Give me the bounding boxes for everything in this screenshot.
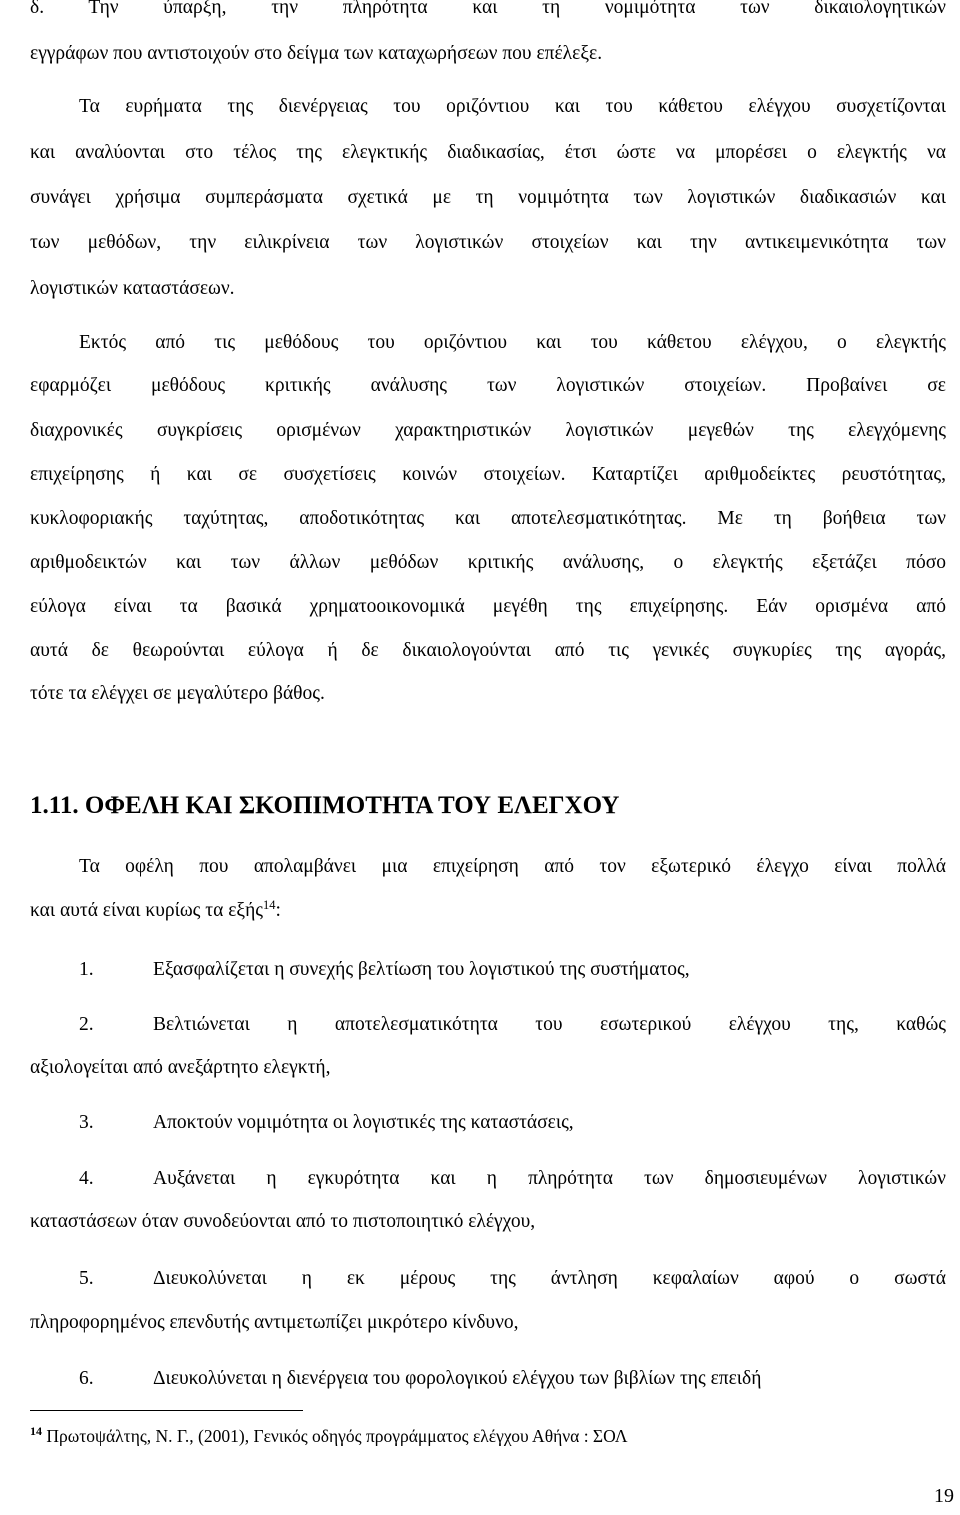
text-line: και αναλύονται στο τέλος της ελεγκτικής διαδικασίας, έτσι ώστε να μπορέσει ο ελεγκτής να: [30, 142, 946, 163]
text-line: τότε τα ελέγχει σε μεγαλύτερο βάθος.: [30, 683, 325, 704]
text-line: αριθμοδεικτών και των άλλων μεθόδων κριτικής ανάλυσης, ο ελεγκτής εξετάζει πόσο: [30, 552, 946, 573]
list-item: [79, 1167, 946, 1191]
text-line: των μεθόδων, την ειλικρίνεια των λογιστικών στοιχείων και την αντικειμενικότητα των: [30, 232, 946, 253]
list-item: [79, 958, 946, 982]
text-line: εύλογα είναι τα βασικά χρηματοοικονομικά μεγέθη της επιχείρησης. Εάν ορισμένα από: [30, 596, 946, 617]
list-item-number: 5.: [79, 1268, 94, 1289]
list-item: [79, 1267, 946, 1291]
text-line: Τα οφέλη που απολαμβάνει μια επιχείρηση από τον εξωτερικό έλεγχο είναι πολλά: [79, 856, 946, 877]
text-line: επιχείρησης ή και σε συσχετίσεις κοινών στοιχείων. Καταρτίζει αριθμοδείκτες ρευστότητας,: [30, 464, 946, 485]
list-item-number: 2.: [79, 1014, 94, 1035]
footnote-divider: [30, 1410, 303, 1411]
list-item-number: 6.: [79, 1368, 94, 1389]
list-item-continuation: πληροφορημένος επενδυτής αντιμετωπίζει μικρότερο κίνδυνο,: [30, 1312, 519, 1333]
list-item-continuation: αξιολογείται από ανεξάρτητο ελεγκτή,: [30, 1057, 331, 1078]
list-item-continuation: καταστάσεων όταν συνοδεύονται από το πιστοποιητικό ελέγχου,: [30, 1211, 536, 1232]
list-item-number: 4.: [79, 1168, 94, 1189]
text-line: Τα ευρήματα της διενέργειας του οριζόντιου και του κάθετου ελέγχου συσχετίζονται: [79, 96, 946, 117]
text-line: αυτά δε θεωρούνται εύλογα ή δε δικαιολογούνται από τις γενικές συγκυρίες της αγοράς,: [30, 640, 946, 661]
list-item: [79, 1367, 946, 1391]
list-item-text: Αποκτούν νομιμότητα οι λογιστικές της καταστάσεις,: [153, 1112, 574, 1133]
list-item-text: Διευκολύνεται η εκ μέρους της άντληση κεφαλαίων αφού ο σωστά: [153, 1268, 946, 1289]
text-line: Εκτός από τις μεθόδους του οριζόντιου και του κάθετου ελέγχου, ο ελεγκτής: [79, 332, 946, 353]
footnote: [30, 1424, 946, 1448]
list-item-text: Βελτιώνεται η αποτελεσματικότητα του εσωτερικού ελέγχου της, καθώς: [153, 1014, 946, 1035]
text-line: δ. Την ύπαρξη, την πληρότητα και τη νομιμότητα των δικαιολογητικών: [30, 0, 946, 18]
list-item-number: 1.: [79, 959, 94, 980]
text-line: εγγράφων που αντιστοιχούν στο δείγμα των καταχωρήσεων που επέλεξε.: [30, 43, 603, 64]
text-line: [30, 899, 946, 923]
text-line: συνάγει χρήσιμα συμπεράσματα σχετικά με τη νομιμότητα των λογιστικών διαδικασιών και: [30, 187, 946, 208]
intro-colon: :: [275, 900, 281, 921]
footnote-ref: 14: [263, 898, 276, 912]
footnote-number: 14: [30, 1424, 42, 1438]
section-heading: 1.11. ΟΦΕΛΗ ΚΑΙ ΣΚΟΠΙΜΟΤΗΤΑ ΤΟΥ ΕΛΕΓΧΟΥ: [30, 792, 620, 819]
footnote-text: Πρωτοψάλτης, Ν. Γ., (2001), Γενικός οδηγός προγράμματος ελέγχου Αθήνα : ΣΟΛ: [42, 1426, 628, 1446]
page-number: 19: [934, 1485, 954, 1507]
list-item: [79, 1111, 946, 1135]
list-item-text: Διευκολύνεται η διενέργεια του φορολογικού ελέγχου των βιβλίων της επειδή: [153, 1368, 762, 1389]
text-line: εφαρμόζει μεθόδους κριτικής ανάλυσης των λογιστικών στοιχείων. Προβαίνει σε: [30, 375, 946, 396]
intro-text: και αυτά είναι κυρίως τα εξής: [30, 900, 264, 921]
text-line: διαχρονικές συγκρίσεις ορισμένων χαρακτηριστικών λογιστικών μεγεθών της ελεγχόμενης: [30, 420, 946, 441]
list-item-number: 3.: [79, 1112, 94, 1133]
list-item-text: Εξασφαλίζεται η συνεχής βελτίωση του λογιστικού της συστήματος,: [153, 959, 690, 980]
text-line: λογιστικών καταστάσεων.: [30, 278, 235, 299]
text-line: κυκλοφοριακής ταχύτητας, αποδοτικότητας και αποτελεσματικότητας. Με τη βοήθεια των: [30, 508, 946, 529]
list-item-text: Αυξάνεται η εγκυρότητα και η πληρότητα των δημοσιευμένων λογιστικών: [153, 1168, 946, 1189]
list-item: [79, 1013, 946, 1037]
